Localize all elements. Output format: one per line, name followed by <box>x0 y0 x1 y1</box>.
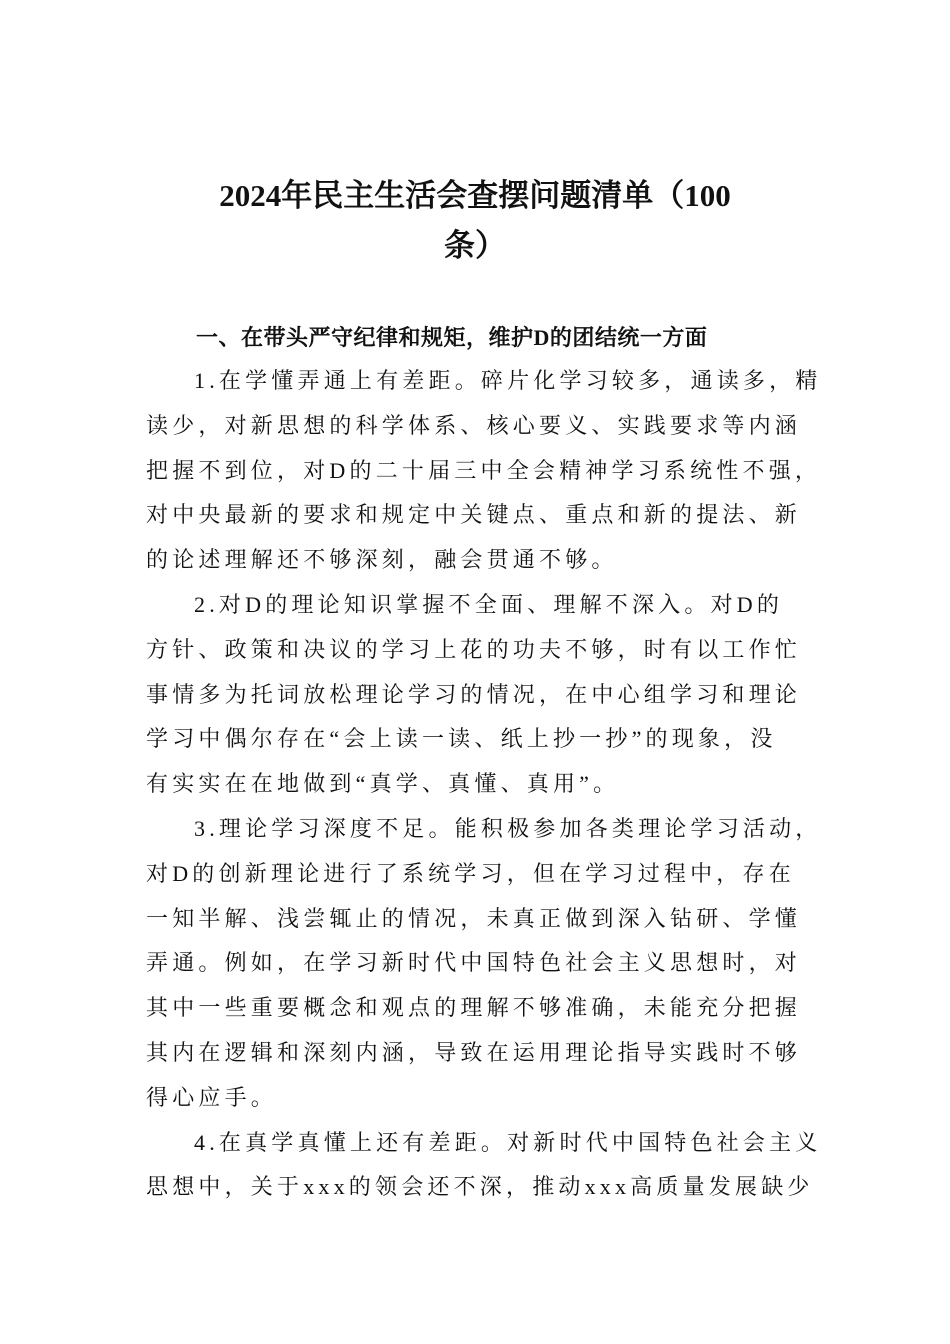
paragraph-3 <box>146 807 846 1121</box>
paragraph-line: 对D的创新理论进行了系统学习，但在学习过程中，存在 <box>146 860 795 886</box>
document-title-line-2: 条） <box>444 228 506 263</box>
paragraph-line: 4.在真学真懂上还有差距。对新时代中国特色社会主义 <box>194 1129 822 1155</box>
paragraph-line: 其中一些重要概念和观点的理解不够准确，未能充分把握 <box>146 995 802 1021</box>
paragraph-line: 2.对D的理论知识掌握不全面、理解不深入。对D的 <box>194 591 784 617</box>
paragraph-1 <box>146 359 846 583</box>
paragraph-line: 弄通。例如，在学习新时代中国特色社会主义思想时，对 <box>146 950 802 976</box>
paragraph-line: 3.理论学习深度不足。能积极参加各类理论学习活动， <box>194 815 822 841</box>
paragraph-4 <box>146 1121 846 1211</box>
paragraph-line: 把握不到位，对D的二十届三中全会精神学习系统性不强， <box>146 457 822 483</box>
document-body <box>146 359 846 1210</box>
paragraph-line: 思想中，关于xxx的领会还不深，推动xxx高质量发展缺少 <box>146 1174 814 1200</box>
paragraph-line: 1.在学懂弄通上有差距。碎片化学习较多，通读多，精 <box>194 368 822 393</box>
paragraph-line: 事情多为托词放松理论学习的情况，在中心组学习和理论 <box>146 681 802 707</box>
paragraph-line: 学习中偶尔存在“会上读一读、纸上抄一抄”的现象，没 <box>146 726 777 752</box>
paragraph-line: 一知半解、浅尝辄止的情况，未真正做到深入钻研、学懂 <box>146 905 802 931</box>
paragraph-line: 读少，对新思想的科学体系、核心要义、实践要求等内涵 <box>146 412 802 438</box>
document-title-line-1: 2024年民主生活会查摆问题清单（100 <box>219 178 731 213</box>
paragraph-line: 其内在逻辑和深刻内涵，导致在运用理论指导实践时不够 <box>146 1039 802 1065</box>
paragraph-line: 的论述理解还不够深刻，融会贯通不够。 <box>146 547 618 573</box>
paragraph-2 <box>146 583 846 807</box>
paragraph-line: 对中央最新的要求和规定中关键点、重点和新的提法、新 <box>146 502 802 528</box>
paragraph-line: 方针、政策和决议的学习上花的功夫不够，时有以工作忙 <box>146 636 802 662</box>
paragraph-line: 得心应手。 <box>146 1084 278 1110</box>
section-heading: 一、在带头严守纪律和规矩，维护D的团结统一方面 <box>196 325 708 350</box>
paragraph-line: 有实实在在地做到“真学、真懂、真用”。 <box>146 771 620 797</box>
